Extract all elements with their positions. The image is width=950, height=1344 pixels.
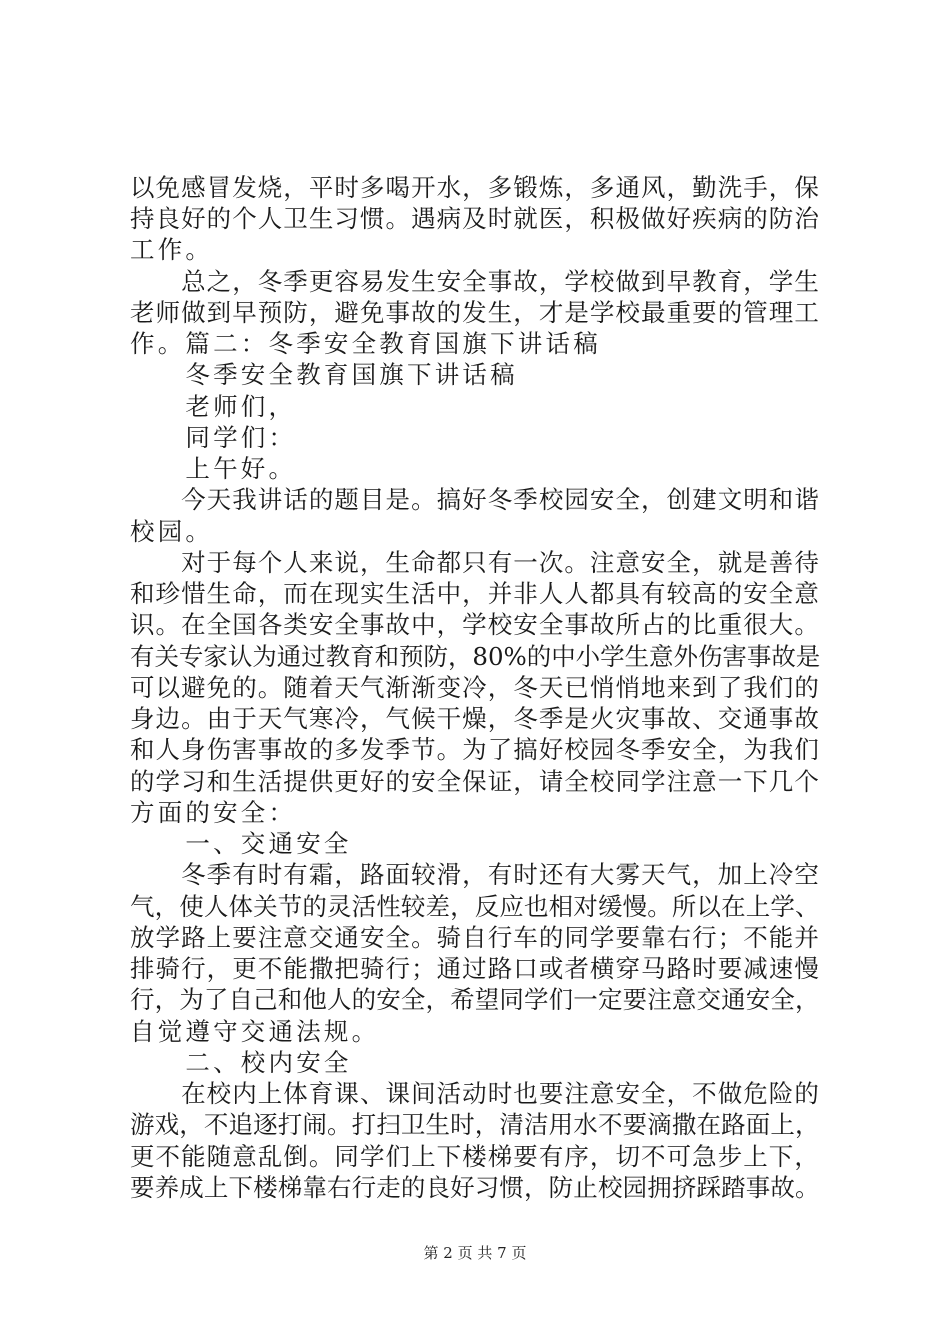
text-line: 同学们：: [130, 423, 297, 452]
text-line: 和珍惜生命，而在现实生活中，并非人人都具有较高的安全意: [130, 579, 820, 608]
text-line: 老师做到早预防，避免事故的发生，才是学校最重要的管理工: [130, 298, 820, 327]
page-number-footer: 第 2 页 共 7 页: [423, 1244, 527, 1262]
text-line: 冬季安全教育国旗下讲话稿: [130, 360, 518, 389]
text-line: 今天我讲话的题目是。搞好冬季校园安全，创建文明和谐: [130, 485, 820, 514]
text-line: 二、校内安全: [130, 1048, 352, 1077]
text-line: 老师们，: [130, 392, 297, 421]
text-line: 的学习和生活提供更好的安全保证，请全校同学注意一下几个: [130, 767, 820, 796]
text-line: 要养成上下楼梯靠右行走的良好习惯，防止校园拥挤踩踏事故。: [130, 1173, 820, 1202]
text-line: 对于每个人来说，生命都只有一次。注意安全，就是善待: [130, 548, 820, 577]
text-line: 游戏，不追逐打闹。打扫卫生时，清洁用水不要滴撒在路面上，: [130, 1110, 820, 1139]
text-line: 校园。: [130, 517, 214, 546]
text-line: 识。在全国各类安全事故中，学校安全事故所占的比重很大。: [130, 610, 820, 639]
text-line: 在校内上体育课、课间活动时也要注意安全，不做危险的: [130, 1079, 820, 1108]
text-line: 上午好。: [130, 454, 297, 483]
text-line: 排骑行，更不能撒把骑行；通过路口或者横穿马路时要减速慢: [130, 954, 820, 983]
text-line: 方面的安全：: [130, 798, 297, 827]
text-line: 和人身伤害事故的多发季节。为了搞好校园冬季安全，为我们: [130, 735, 820, 764]
text-line: 自觉遵守交通法规。: [130, 1017, 380, 1046]
text-line: 放学路上要注意交通安全。骑自行车的同学要靠右行；不能并: [130, 923, 820, 952]
text-line: 冬季有时有霜，路面较滑，有时还有大雾天气，加上冷空: [130, 860, 820, 889]
text-line: 有关专家认为通过教育和预防，80%的中小学生意外伤害事故是: [130, 642, 821, 671]
text-line: 一、交通安全: [130, 829, 352, 858]
text-line: 行，为了自己和他人的安全，希望同学们一定要注意交通安全，: [130, 985, 820, 1014]
text-line: 气，使人体关节的灵活性较差，反应也相对缓慢。所以在上学、: [130, 892, 820, 921]
text-line: 作。篇二：冬季安全教育国旗下讲话稿: [130, 329, 601, 358]
text-line: 工作。: [130, 235, 214, 264]
text-line: 更不能随意乱倒。同学们上下楼梯要有序，切不可急步上下，: [130, 1142, 820, 1171]
text-line: 以免感冒发烧，平时多喝开水，多锻炼，多通风，勤洗手，保: [130, 173, 820, 202]
text-line: 持良好的个人卫生习惯。遇病及时就医，积极做好疾病的防治: [130, 204, 820, 233]
text-line: 总之，冬季更容易发生安全事故，学校做到早教育，学生: [130, 267, 820, 296]
text-line: 身边。由于天气寒冷，气候干燥，冬季是火灾事故、交通事故: [130, 704, 820, 733]
text-line: 可以避免的。随着天气渐渐变冷，冬天已悄悄地来到了我们的: [130, 673, 820, 702]
